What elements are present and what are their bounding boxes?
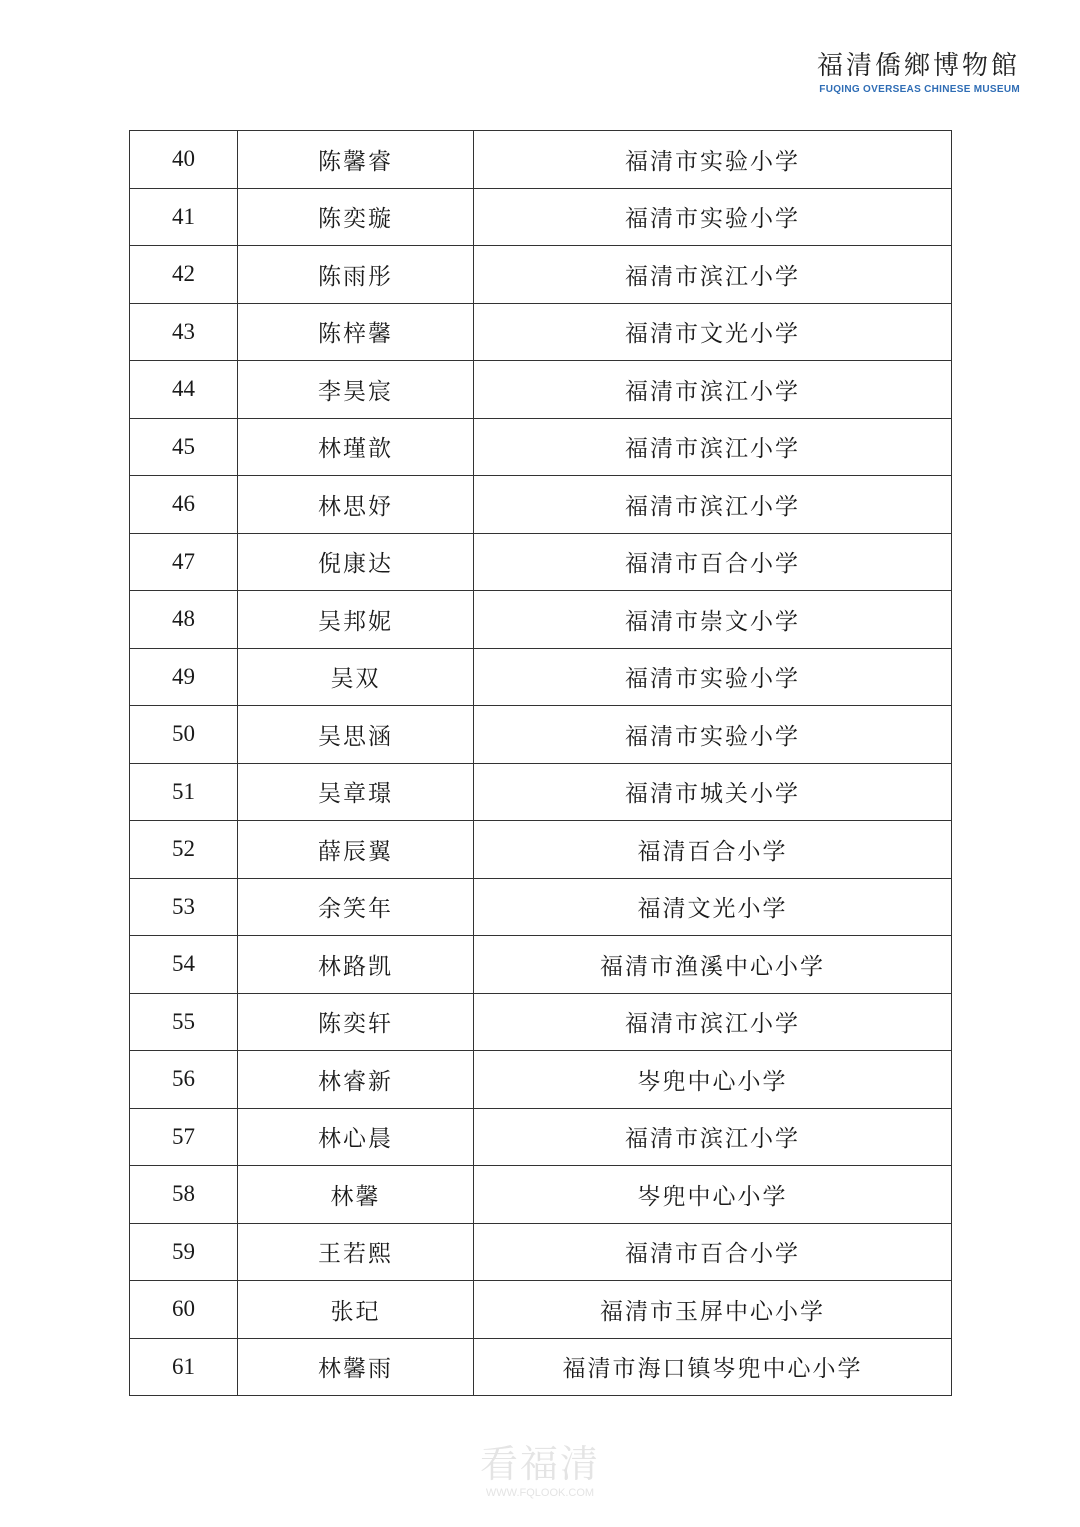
table-row [130, 361, 952, 419]
site-watermark [0, 1442, 1080, 1500]
row-number-cell: 47 [130, 533, 238, 591]
row-number-cell: 45 [130, 418, 238, 476]
table-row [130, 821, 952, 879]
student-name-cell: 吴邦妮 [238, 591, 474, 649]
school-name-cell: 福清市玉屏中心小学 [474, 1281, 952, 1339]
school-name-cell: 岑兜中心小学 [474, 1051, 952, 1109]
table-row [130, 936, 952, 994]
student-name-cell: 李昊宸 [238, 361, 474, 419]
student-name-cell: 张玘 [238, 1281, 474, 1339]
school-name-cell: 福清市实验小学 [474, 648, 952, 706]
student-name-cell: 林思妤 [238, 476, 474, 534]
table-row [130, 591, 952, 649]
table-row [130, 1281, 952, 1339]
school-name-cell: 福清市滨江小学 [474, 1108, 952, 1166]
row-number-cell: 51 [130, 763, 238, 821]
table-row [130, 648, 952, 706]
table-row [130, 1108, 952, 1166]
table-row [130, 1166, 952, 1224]
row-number-cell: 59 [130, 1223, 238, 1281]
row-number-cell: 60 [130, 1281, 238, 1339]
student-name-cell: 林馨 [238, 1166, 474, 1224]
school-name-cell: 福清市海口镇岑兜中心小学 [474, 1338, 952, 1396]
watermark-url: WWW.FQLOOK.COM [485, 1487, 595, 1499]
student-name-cell: 陈馨睿 [238, 131, 474, 189]
school-name-cell: 福清市文光小学 [474, 303, 952, 361]
table-row [130, 878, 952, 936]
row-number-cell: 49 [130, 648, 238, 706]
student-name-cell: 吴思涵 [238, 706, 474, 764]
row-number-cell: 46 [130, 476, 238, 534]
student-name-cell: 林睿新 [238, 1051, 474, 1109]
student-name-cell: 余笑年 [238, 878, 474, 936]
row-number-cell: 48 [130, 591, 238, 649]
student-name-cell: 林瑾歆 [238, 418, 474, 476]
row-number-cell: 40 [130, 131, 238, 189]
student-name-cell: 林馨雨 [238, 1338, 474, 1396]
logo-chinese-title: 福清僑鄉博物館 [816, 51, 1020, 81]
row-number-cell: 52 [130, 821, 238, 879]
school-name-cell: 福清市城关小学 [474, 763, 952, 821]
table-row [130, 1223, 952, 1281]
table-row [130, 706, 952, 764]
school-name-cell: 福清市滨江小学 [474, 361, 952, 419]
student-name-cell: 陈奕璇 [238, 188, 474, 246]
row-number-cell: 50 [130, 706, 238, 764]
school-name-cell: 福清市实验小学 [474, 188, 952, 246]
table-row [130, 303, 952, 361]
row-number-cell: 44 [130, 361, 238, 419]
table-row [130, 1338, 952, 1396]
row-number-cell: 57 [130, 1108, 238, 1166]
school-name-cell: 岑兜中心小学 [474, 1166, 952, 1224]
table-row [130, 188, 952, 246]
school-name-cell: 福清文光小学 [474, 878, 952, 936]
student-name-cell: 王若熙 [238, 1223, 474, 1281]
row-number-cell: 54 [130, 936, 238, 994]
row-number-cell: 43 [130, 303, 238, 361]
school-name-cell: 福清市滨江小学 [474, 476, 952, 534]
table-row [130, 246, 952, 304]
logo-english-title: FUQING OVERSEAS CHINESE MUSEUM [819, 84, 1020, 95]
school-name-cell: 福清市渔溪中心小学 [474, 936, 952, 994]
student-name-cell: 林路凯 [238, 936, 474, 994]
student-name-cell: 陈梓馨 [238, 303, 474, 361]
student-name-cell: 陈雨彤 [238, 246, 474, 304]
row-number-cell: 61 [130, 1338, 238, 1396]
student-roster-table [129, 130, 952, 1396]
student-name-cell: 吴双 [238, 648, 474, 706]
row-number-cell: 42 [130, 246, 238, 304]
row-number-cell: 53 [130, 878, 238, 936]
table-row [130, 993, 952, 1051]
watermark-text: 看福清 [479, 1442, 600, 1486]
school-name-cell: 福清市百合小学 [474, 533, 952, 591]
museum-logo [817, 50, 1020, 95]
table-row [130, 1051, 952, 1109]
row-number-cell: 56 [130, 1051, 238, 1109]
row-number-cell: 55 [130, 993, 238, 1051]
table-row [130, 131, 952, 189]
table-row [130, 476, 952, 534]
table-row [130, 418, 952, 476]
table-row [130, 533, 952, 591]
student-name-cell: 薛辰翼 [238, 821, 474, 879]
student-name-cell: 吴章璟 [238, 763, 474, 821]
student-name-cell: 陈奕轩 [238, 993, 474, 1051]
roster-body [130, 131, 952, 1396]
table-row [130, 763, 952, 821]
school-name-cell: 福清市实验小学 [474, 706, 952, 764]
school-name-cell: 福清市百合小学 [474, 1223, 952, 1281]
school-name-cell: 福清市实验小学 [474, 131, 952, 189]
school-name-cell: 福清百合小学 [474, 821, 952, 879]
row-number-cell: 58 [130, 1166, 238, 1224]
student-name-cell: 林心晨 [238, 1108, 474, 1166]
school-name-cell: 福清市滨江小学 [474, 246, 952, 304]
school-name-cell: 福清市滨江小学 [474, 418, 952, 476]
student-name-cell: 倪康达 [238, 533, 474, 591]
school-name-cell: 福清市滨江小学 [474, 993, 952, 1051]
row-number-cell: 41 [130, 188, 238, 246]
school-name-cell: 福清市崇文小学 [474, 591, 952, 649]
